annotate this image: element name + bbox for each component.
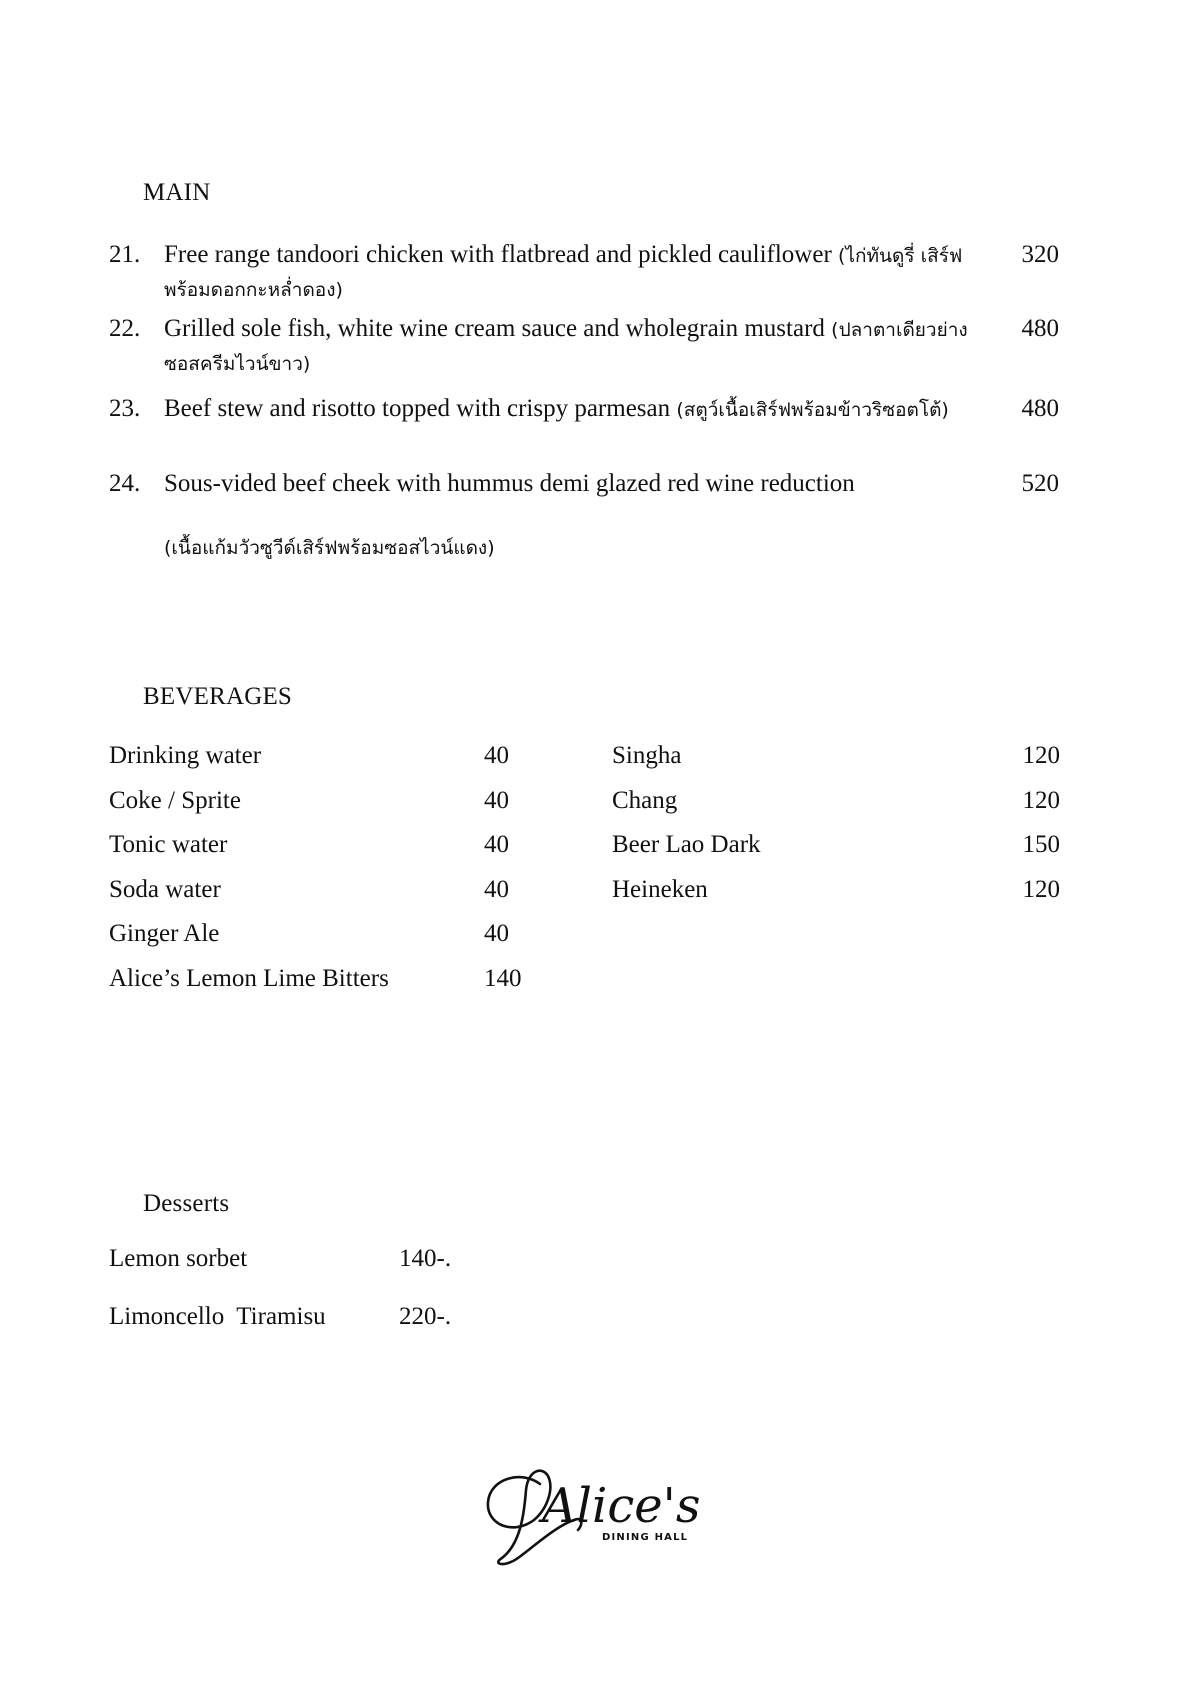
beverages-section-title: BEVERAGES [143, 683, 293, 710]
item-price: 480 [1021, 315, 1059, 342]
main-item [109, 238, 1059, 312]
item-number: 24. [109, 470, 141, 497]
beverage-name: Chang [612, 786, 678, 814]
dessert-price: 140-. [399, 1245, 452, 1272]
beverage-price: 40 [484, 875, 509, 903]
beverage-price: 140 [484, 964, 522, 992]
beverage-price: 120 [1022, 786, 1060, 814]
beverage-name: Ginger Ale [109, 920, 220, 948]
beverage-name: Beer Lao Dark [612, 831, 761, 859]
beverage-row [109, 919, 529, 964]
logo-subtitle: DINING HALL [602, 1532, 689, 1543]
beverage-price: 40 [484, 786, 509, 814]
dessert-price: 220-. [399, 1303, 452, 1330]
item-price: 320 [1021, 241, 1059, 268]
beverage-row [612, 786, 1060, 831]
beverage-row [109, 964, 529, 1009]
item-number: 22. [109, 315, 141, 342]
beverage-name: Soda water [109, 875, 221, 903]
item-price: 520 [1021, 470, 1059, 497]
beverage-price: 40 [484, 742, 509, 769]
beverages-right-column [612, 741, 1060, 919]
item-name: Beef stew and risotto topped with crispy parmesan [164, 395, 677, 422]
main-item [109, 312, 1059, 392]
item-thai-name: (ปลาตาเดียวย่าง ซอสครีมไวน์ขาว) [164, 319, 968, 375]
dessert-row [109, 1244, 509, 1302]
beverage-row [109, 786, 529, 831]
beverage-row [612, 830, 1060, 875]
dessert-name: Lemon sorbet [109, 1245, 248, 1272]
beverage-price: 40 [484, 920, 509, 948]
desserts-list [109, 1244, 509, 1360]
main-item [109, 392, 1059, 467]
item-thai-name: (สตูว์เนื้อเสิร์ฟพร้อมข้าวริซอตโต้) [676, 399, 949, 421]
dessert-row [109, 1302, 509, 1360]
item-name: Grilled sole fish, white wine cream sauce and wholegrain mustard [164, 315, 832, 342]
beverage-name: Coke / Sprite [109, 786, 241, 814]
beverage-name: Singha [612, 742, 682, 769]
alices-dining-hall-logo [482, 1460, 712, 1570]
item-thai-name: (ไก่ทันดูรี่ เสิร์ฟพร้อมดอกกะหล่ำดอง) [164, 245, 963, 301]
item-number: 23. [109, 395, 141, 422]
desserts-section-title: Desserts [143, 1190, 230, 1217]
beverage-row [109, 741, 529, 786]
dessert-name: Limoncello Tiramisu [109, 1303, 326, 1330]
item-name: Sous-vided beef cheek with hummus demi glazed red wine reduction [164, 470, 855, 497]
item-name: Free range tandoori chicken with flatbread and pickled cauliflower [164, 241, 839, 268]
item-price: 480 [1021, 395, 1059, 422]
beverage-price: 40 [484, 831, 509, 859]
item-thai-name: (เนื้อแก้มวัวซูวีด์เสิร์ฟพร้อมซอสไวน์แดง) [164, 537, 495, 559]
item-number: 21. [109, 241, 141, 268]
main-section-title: MAIN [143, 179, 211, 206]
beverage-price: 150 [1022, 831, 1060, 859]
beverage-price: 120 [1022, 875, 1060, 903]
beverage-row [612, 741, 1060, 786]
beverage-name: Heineken [612, 875, 708, 903]
beverages-left-column [109, 741, 529, 1009]
beverage-row [109, 830, 529, 875]
beverage-name: Drinking water [109, 742, 262, 769]
beverage-name: Tonic water [109, 831, 228, 859]
main-list [109, 238, 1059, 567]
logo-script: Alice's [542, 1478, 701, 1534]
beverage-row [109, 875, 529, 920]
main-item [109, 467, 1059, 567]
beverage-row [612, 875, 1060, 920]
beverage-price: 120 [1022, 742, 1060, 769]
beverage-name: Alice’s Lemon Lime Bitters [109, 964, 389, 992]
